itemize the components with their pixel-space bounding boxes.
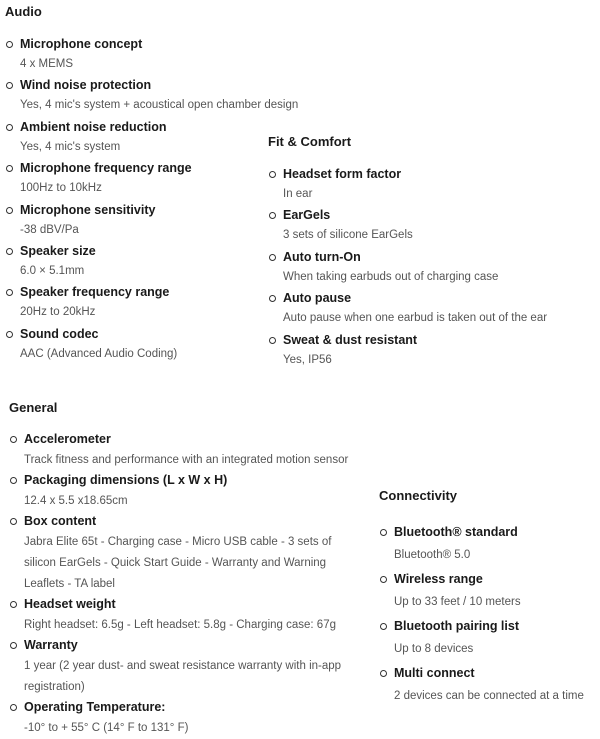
circle-bullet-icon [6, 207, 13, 214]
spec-item [268, 164, 600, 205]
spec-item [379, 615, 600, 662]
spec-value: Bluetooth® 5.0 [394, 549, 471, 561]
fit-comfort-section [268, 132, 600, 371]
spec-item [9, 470, 379, 511]
spec-value: 1 year (2 year dust- and sweat resistance warranty with in-app registration) [24, 660, 342, 693]
spec-value: Up to 33 feet / 10 meters [394, 596, 521, 608]
spec-label: Auto pause [283, 291, 352, 306]
spec-label: EarGels [283, 208, 331, 223]
circle-bullet-icon [6, 41, 13, 48]
spec-label: Box content [24, 514, 97, 528]
circle-bullet-icon [269, 171, 276, 178]
circle-bullet-icon [380, 529, 387, 536]
section-title: General [9, 400, 58, 415]
spec-label: Headset form factor [283, 167, 402, 181]
circle-bullet-icon [380, 623, 387, 630]
circle-bullet-icon [380, 576, 387, 583]
spec-list [268, 164, 600, 371]
spec-value: -38 dBV/Pa [20, 223, 79, 236]
spec-label: Sweat & dust resistant [283, 332, 418, 347]
spec-value: 12.4 x 5.5 x18.65cm [24, 495, 128, 507]
spec-label: Headset weight [24, 597, 116, 611]
spec-value: When taking earbuds out of charging case [283, 270, 499, 283]
spec-label: Warranty [24, 638, 78, 652]
spec-value: 2 devices can be connected at a time [394, 690, 584, 702]
circle-bullet-icon [6, 289, 13, 296]
circle-bullet-icon [6, 248, 13, 255]
spec-label: Ambient noise reduction [20, 119, 167, 134]
spec-value: Right headset: 6.5g - Left headset: 5.8g - Charging case: 67g [24, 619, 336, 631]
spec-label: Auto turn-On [283, 249, 361, 264]
circle-bullet-icon [6, 124, 13, 131]
spec-value: Yes, 4 mic's system + acoustical open chamber design [20, 99, 299, 112]
spec-value: AAC (Advanced Audio Coding) [20, 347, 178, 360]
spec-value: In ear [283, 188, 313, 200]
spec-label: Wind noise protection [20, 78, 152, 93]
spec-list [9, 429, 379, 738]
spec-value: Auto pause when one earbud is taken out of the ear [283, 312, 548, 325]
spec-label: Speaker size [20, 243, 96, 258]
circle-bullet-icon [269, 337, 276, 344]
spec-item [9, 697, 379, 738]
circle-bullet-icon [10, 642, 17, 649]
spec-label: Sound codec [20, 326, 99, 341]
circle-bullet-icon [6, 82, 13, 89]
circle-bullet-icon [269, 295, 276, 302]
circle-bullet-icon [6, 165, 13, 172]
spec-label: Accelerometer [24, 432, 111, 446]
spec-item [268, 288, 600, 329]
spec-value: 100Hz to 10kHz [20, 182, 102, 195]
spec-value: Track fitness and performance with an integrated motion sensor [24, 454, 349, 466]
spec-value: Up to 8 devices [394, 643, 474, 655]
spec-item [268, 330, 600, 371]
spec-value: 6.0 × 5.1mm [20, 264, 85, 277]
spec-item [9, 429, 379, 470]
spec-label: Wireless range [394, 572, 483, 586]
spec-item [5, 75, 345, 116]
circle-bullet-icon [6, 331, 13, 338]
spec-list [379, 521, 600, 709]
spec-value: Jabra Elite 65t - Charging case - Micro USB cable - 3 sets of silicon EarGels - Quick Start Guide - Warranty and Warning Leaflets - TA label [24, 536, 332, 590]
spec-item [9, 594, 379, 635]
spec-value: 4 x MEMS [20, 58, 74, 70]
circle-bullet-icon [10, 436, 17, 443]
section-title: Audio [5, 4, 42, 19]
spec-item [379, 662, 600, 709]
circle-bullet-icon [10, 601, 17, 608]
spec-label: Microphone frequency range [20, 161, 192, 176]
circle-bullet-icon [380, 670, 387, 677]
spec-label: Multi connect [394, 666, 475, 680]
connectivity-section [379, 486, 600, 709]
spec-label: Speaker frequency range [20, 285, 170, 300]
circle-bullet-icon [10, 704, 17, 711]
spec-item [268, 247, 600, 288]
spec-label: Bluetooth pairing list [394, 619, 519, 633]
spec-item [9, 635, 379, 697]
section-title: Fit & Comfort [268, 134, 352, 149]
spec-item [379, 521, 600, 568]
spec-label: Operating Temperature: [24, 700, 166, 714]
spec-value: Yes, 4 mic's system [20, 140, 121, 153]
circle-bullet-icon [269, 212, 276, 219]
spec-value: -10° to + 55° C (14° F to 131° F) [24, 722, 189, 734]
spec-label: Microphone concept [20, 37, 143, 51]
spec-item [5, 34, 345, 75]
circle-bullet-icon [269, 254, 276, 261]
circle-bullet-icon [10, 477, 17, 484]
spec-label: Bluetooth® standard [394, 525, 518, 539]
spec-label: Microphone sensitivity [20, 202, 156, 217]
spec-item [9, 511, 379, 594]
spec-value: 20Hz to 20kHz [20, 306, 96, 319]
general-section [9, 398, 379, 738]
spec-item [379, 568, 600, 615]
spec-item [268, 205, 600, 246]
circle-bullet-icon [10, 518, 17, 525]
spec-value: Yes, IP56 [283, 353, 332, 366]
section-title: Connectivity [379, 488, 458, 503]
spec-label: Packaging dimensions (L x W x H) [24, 473, 228, 487]
spec-value: 3 sets of silicone EarGels [283, 229, 413, 242]
